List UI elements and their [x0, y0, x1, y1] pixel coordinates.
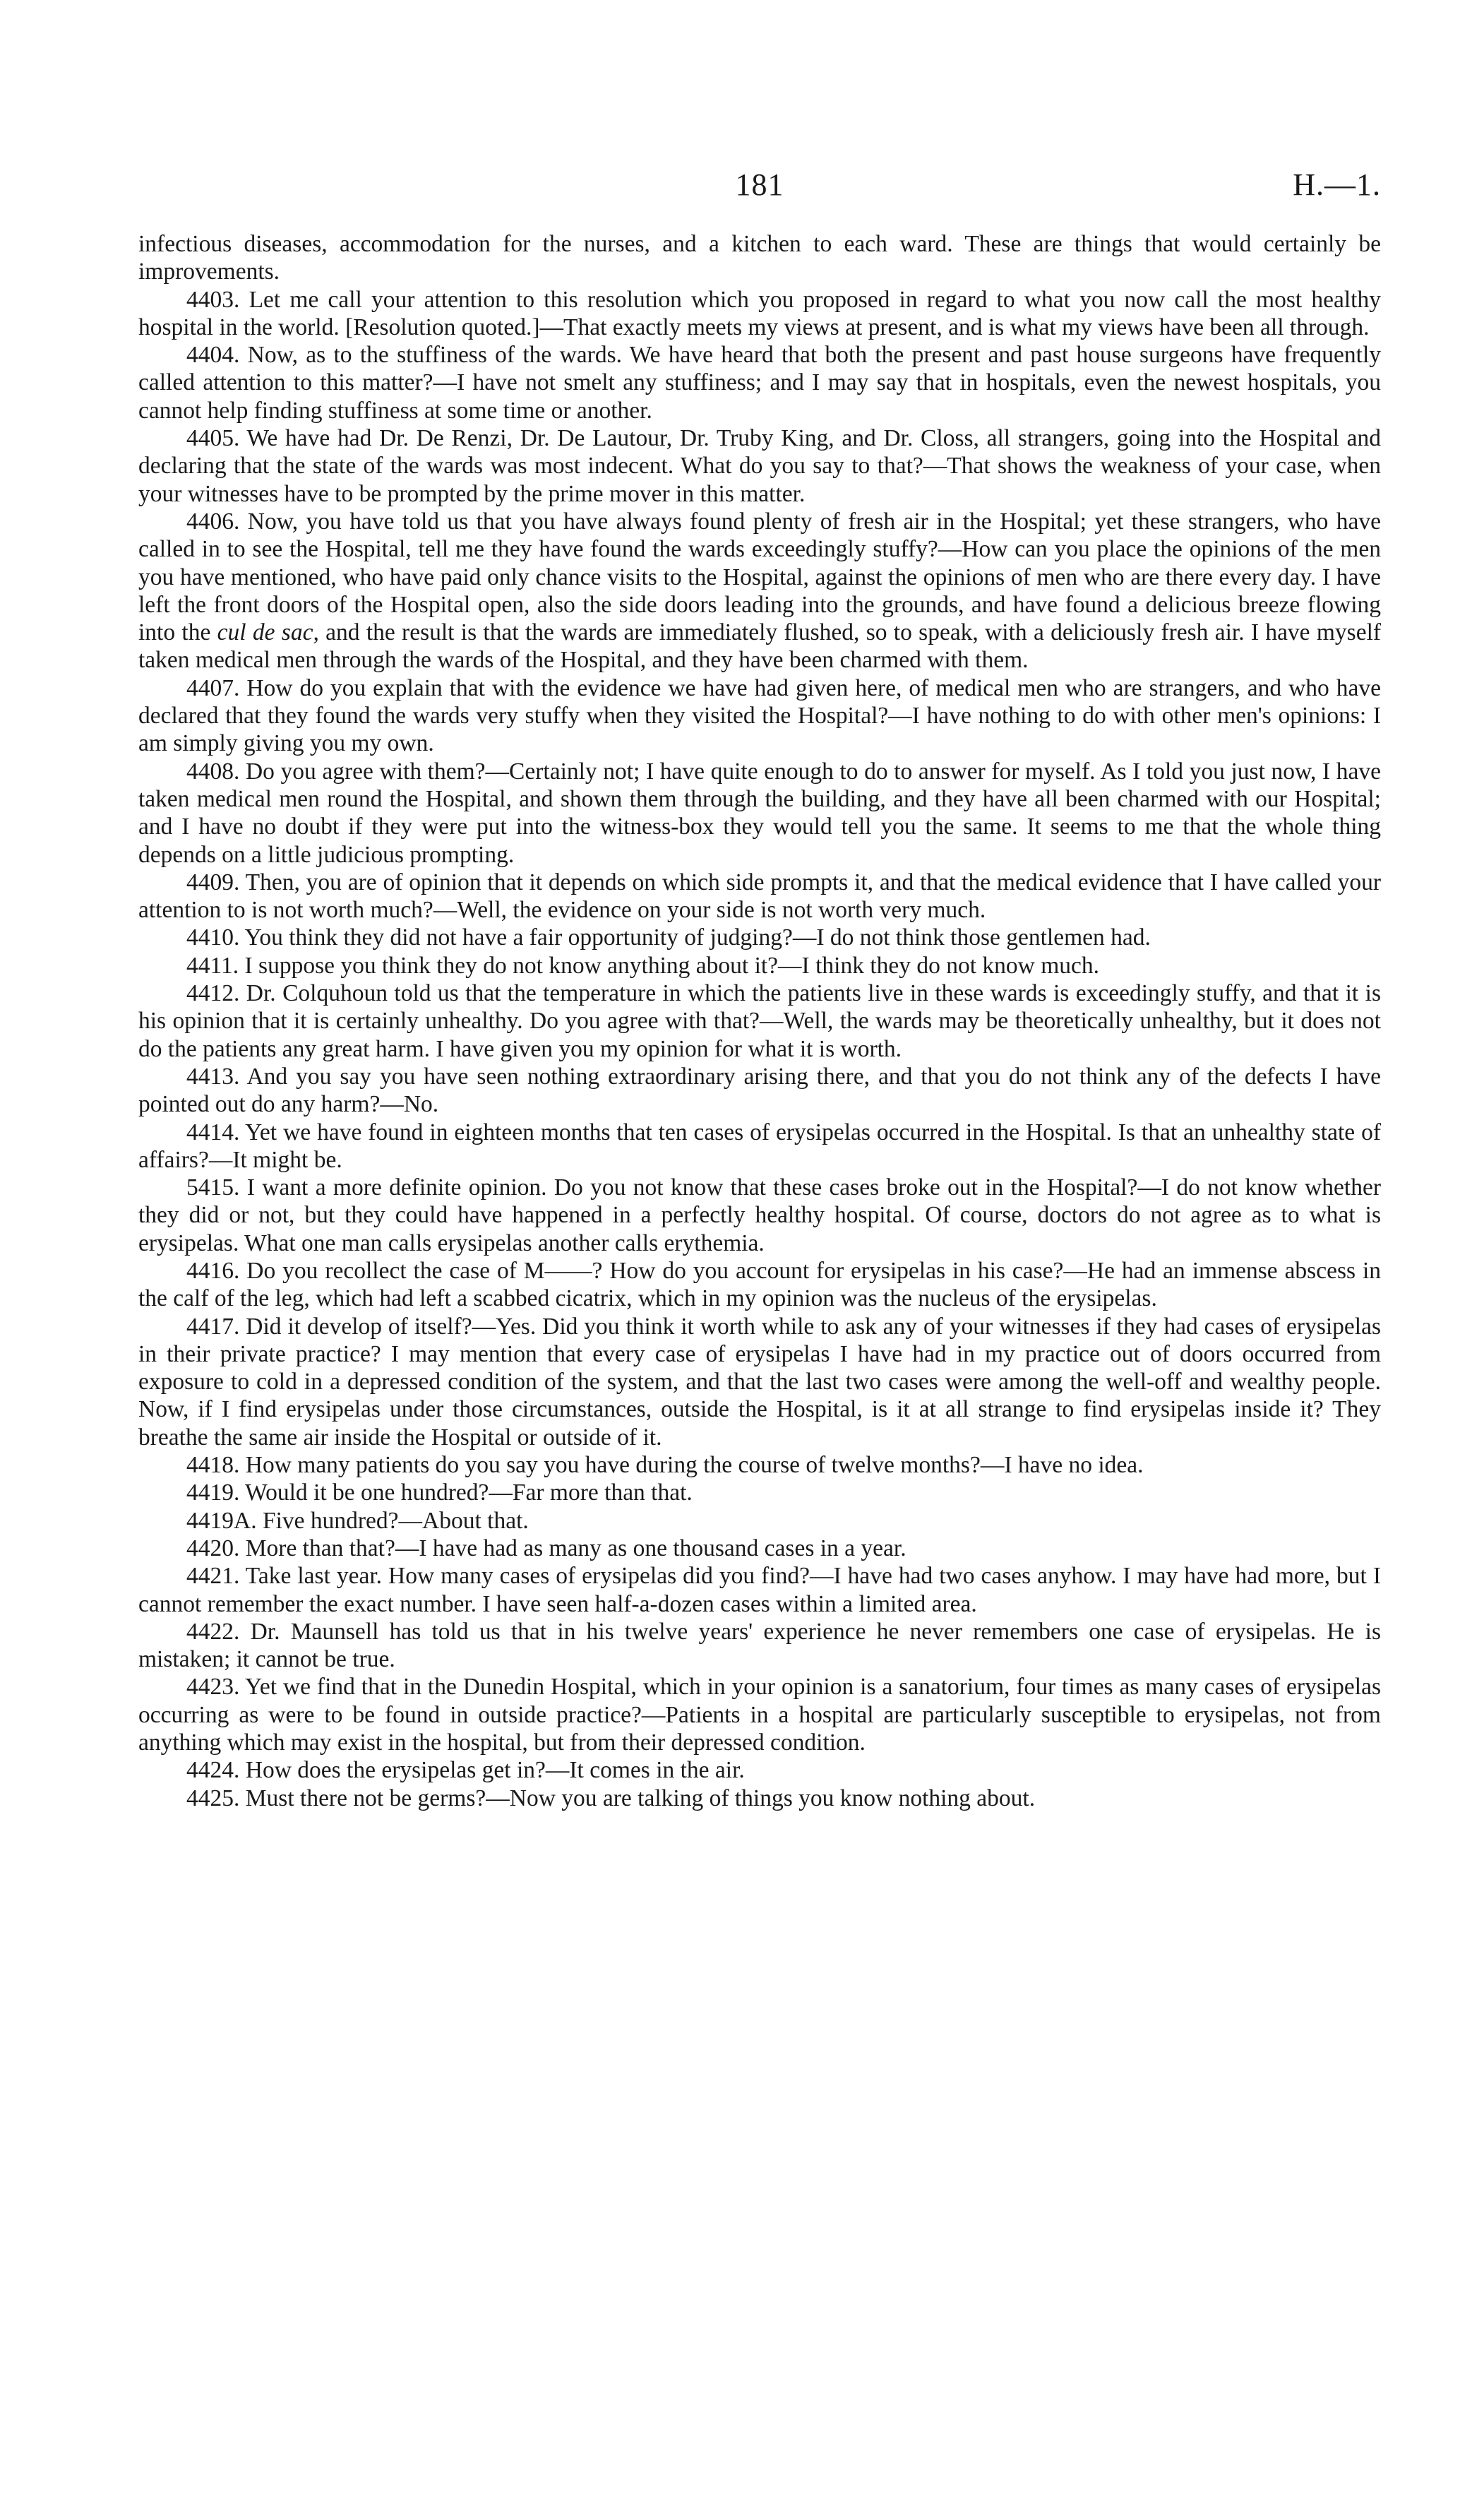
question-number: 4409.	[186, 869, 240, 895]
question-text: Now, you have told us that you have always found plenty of fresh air in the Hospital; yet these strangers, who have called in to see the Hospital, tell me they have found the wards exceedingly stuffy?—How can you place the opinions of the men you have mentioned, who have paid only chance visits to the Hospital, against the opinions of men who are there every day. I have left the front doors of the Hospital open, also the side doors leading into the grounds, and have found a delicious breeze flowing into the	[138, 508, 1381, 646]
question-text: I want a more definite opinion. Do you not know that these cases broke out in the Hospital?—I do not know whether they did or not, but they could have happened in a perfectly healthy hospital. Of course, doctors do not agree as to what is erysipelas. What one man calls erysipelas another calls erythemia.	[138, 1174, 1382, 1256]
question-number: 4424.	[186, 1757, 240, 1784]
question-text: Now, as to the stuffiness of the wards. We have heard that both the present and past house surgeons have frequently called attention to this matter?—I have not smelt any stuffiness; and I may say that in hospitals, even the newest hospitals, you cannot help finding stuffiness at some time or another.	[138, 342, 1381, 424]
question-4419a	[138, 1507, 1381, 1535]
question-number: 4422.	[186, 1618, 240, 1645]
question-4411	[138, 952, 1381, 979]
question-text: How many patients do you say you have during the course of twelve months?—I have no idea.	[245, 1452, 1144, 1479]
running-head	[138, 167, 1381, 230]
question-4421	[138, 1562, 1381, 1618]
question-4422	[138, 1618, 1381, 1674]
question-4424	[138, 1756, 1381, 1784]
question-4417	[138, 1313, 1381, 1451]
question-number: 4419A.	[186, 1507, 257, 1534]
question-number: 4410.	[186, 924, 240, 951]
question-text: Dr. Maunsell has told us that in his twelve years' experience he never remembers one case of erysipelas. He is mistaken; it cannot be true.	[138, 1618, 1382, 1673]
question-text-continued: and the result is that the wards are immediately flushed, so to speak, with a deliciously fresh air. I have myself taken medical men through the wards of the Hospital, and they have been charmed with them.	[138, 619, 1382, 674]
question-text: Five hundred?—About that.	[262, 1507, 529, 1534]
question-text: How do you explain that with the evidence we have had given here, of medical men who are strangers, and who have declared that they found the wards very stuffy when they visited the Hospital?—I have nothing to do with other men's opinions: I am simply giving you my own.	[138, 674, 1382, 757]
question-text: Dr. Colquhoun told us that the temperature in which the patients live in these wards is exceedingly stuffy, and that it is his opinion that it is certainly unhealthy. Do you agree with that?—Well, the wards may be theoretically unhealthy, but it does not do the patients any great harm. I have given you my opinion for what it is worth.	[138, 980, 1381, 1062]
question-4405	[138, 424, 1381, 508]
document-reference: H.—1.	[1293, 167, 1381, 202]
question-number: 4406.	[186, 508, 240, 535]
question-text-italic: cul de sac,	[217, 619, 319, 646]
question-number: 4416.	[186, 1257, 240, 1284]
continuation-paragraph: infectious diseases, accommodation for the nurses, and a kitchen to each ward. These are things that would certainly be improvements.	[138, 231, 1381, 285]
question-number: 4404.	[186, 342, 240, 369]
question-4419	[138, 1479, 1381, 1506]
question-4423	[138, 1673, 1381, 1756]
question-number: 4419.	[186, 1479, 240, 1506]
question-4413	[138, 1063, 1381, 1119]
question-number: 4421.	[186, 1563, 240, 1590]
question-text: Then, you are of opinion that it depends on which side prompts it, and that the medical evidence that I have called your attention to is not worth much?—Well, the evidence on your side is not worth very much.	[138, 869, 1381, 924]
question-number: 4411.	[186, 952, 239, 979]
question-text: I suppose you think they do not know anything about it?—I think they do not know much.	[244, 952, 1100, 979]
question-text: Do you agree with them?—Certainly not; I have quite enough to do to answer for myself. As I told you just now, I have taken medical men round the Hospital, and shown them through the building, and they have all been charmed with our Hospital; and I have no doubt if they were put into the witness-box they would tell you the same. It seems to me that the whole thing depends on a little judicious prompting.	[138, 758, 1382, 868]
question-5415	[138, 1174, 1381, 1257]
question-text: And you say you have seen nothing extraordinary arising there, and that you do not think any of the defects I have pointed out do any harm?—No.	[138, 1063, 1381, 1118]
question-number: 5415.	[186, 1174, 240, 1201]
question-text: Yet we have found in eighteen months that ten cases of erysipelas occurred in the Hospital. Is that an unhealthy state of affairs?—It might be.	[138, 1119, 1381, 1173]
question-number: 4405.	[186, 425, 240, 452]
question-text: More than that?—I have had as many as one thousand cases in a year.	[245, 1535, 906, 1561]
question-number: 4403.	[186, 286, 240, 313]
document-page	[138, 167, 1381, 1812]
question-number: 4408.	[186, 758, 240, 785]
question-number: 4412.	[186, 980, 240, 1007]
question-4403	[138, 286, 1381, 342]
question-4418	[138, 1451, 1381, 1479]
question-number: 4425.	[186, 1785, 240, 1811]
question-text: You think they did not have a fair opportunity of judging?—I do not think those gentlemen had.	[244, 924, 1151, 951]
question-text: Let me call your attention to this resolution which you proposed in regard to what you now call the most healthy hospital in the world. [Resolution quoted.]—That exactly meets my views at present, and is what my views have been all through.	[138, 286, 1381, 340]
question-4407	[138, 674, 1381, 758]
question-4410	[138, 924, 1381, 951]
question-number: 4423.	[186, 1674, 240, 1701]
question-4420	[138, 1535, 1381, 1562]
question-number: 4413.	[186, 1063, 240, 1090]
question-text: How does the erysipelas get in?—It comes in the air.	[245, 1757, 745, 1784]
question-4408	[138, 758, 1381, 869]
question-4409	[138, 869, 1381, 924]
question-4425	[138, 1785, 1381, 1812]
question-text: Must there not be germs?—Now you are talking of things you know nothing about.	[245, 1785, 1036, 1811]
question-4404	[138, 341, 1381, 424]
question-4406	[138, 508, 1381, 674]
question-number: 4414.	[186, 1119, 240, 1145]
question-number: 4417.	[186, 1313, 240, 1340]
question-number: 4420.	[186, 1535, 240, 1561]
question-number: 4407.	[186, 674, 240, 701]
question-text: Yet we find that in the Dunedin Hospital, which in your opinion is a sanatorium, four times as many cases of erysipelas occurring as were to be found in outside practice?—Patients in a hospital are particularly susceptible to erysipelas, not from anything which may exist in the hospital, but from their depressed condition.	[138, 1674, 1381, 1756]
testimony-body	[138, 230, 1381, 1812]
question-4416	[138, 1257, 1381, 1313]
question-text: Would it be one hundred?—Far more than that.	[245, 1479, 693, 1506]
question-4414	[138, 1119, 1381, 1174]
question-text: Do you recollect the case of M——? How do you account for erysipelas in his case?—He had an immense abscess in the calf of the leg, which had left a scabbed cicatrix, which in my opinion was the nucleus of the erysipelas.	[138, 1257, 1382, 1312]
page-number: 181	[735, 167, 784, 202]
question-number: 4418.	[186, 1452, 240, 1479]
question-text: We have had Dr. De Renzi, Dr. De Lautour, Dr. Truby King, and Dr. Closs, all strangers, going into the Hospital and declaring that the state of the wards was most indecent. What do you say to that?—That shows the weakness of your case, when your witnesses have to be prompted by the prime mover in this matter.	[138, 425, 1381, 507]
question-4412	[138, 979, 1381, 1063]
question-text: Take last year. How many cases of erysipelas did you find?—I have had two cases anyhow. I may have had more, but I cannot remember the exact number. I have seen half-a-dozen cases within a limited area.	[138, 1563, 1381, 1617]
question-text: Did it develop of itself?—Yes. Did you think it worth while to ask any of your witnesses if they had cases of erysipelas in their private practice? I may mention that every case of erysipelas I have had in my practice out of doors occurred from exposure to cold in a depressed condition of the system, and that the last two cases were among the well-off and wealthy people. Now, if I find erysipelas under those circumstances, outside the Hospital, is it at all strange to find erysipelas inside it? They breathe the same air inside the Hospital or outside of it.	[138, 1313, 1382, 1451]
